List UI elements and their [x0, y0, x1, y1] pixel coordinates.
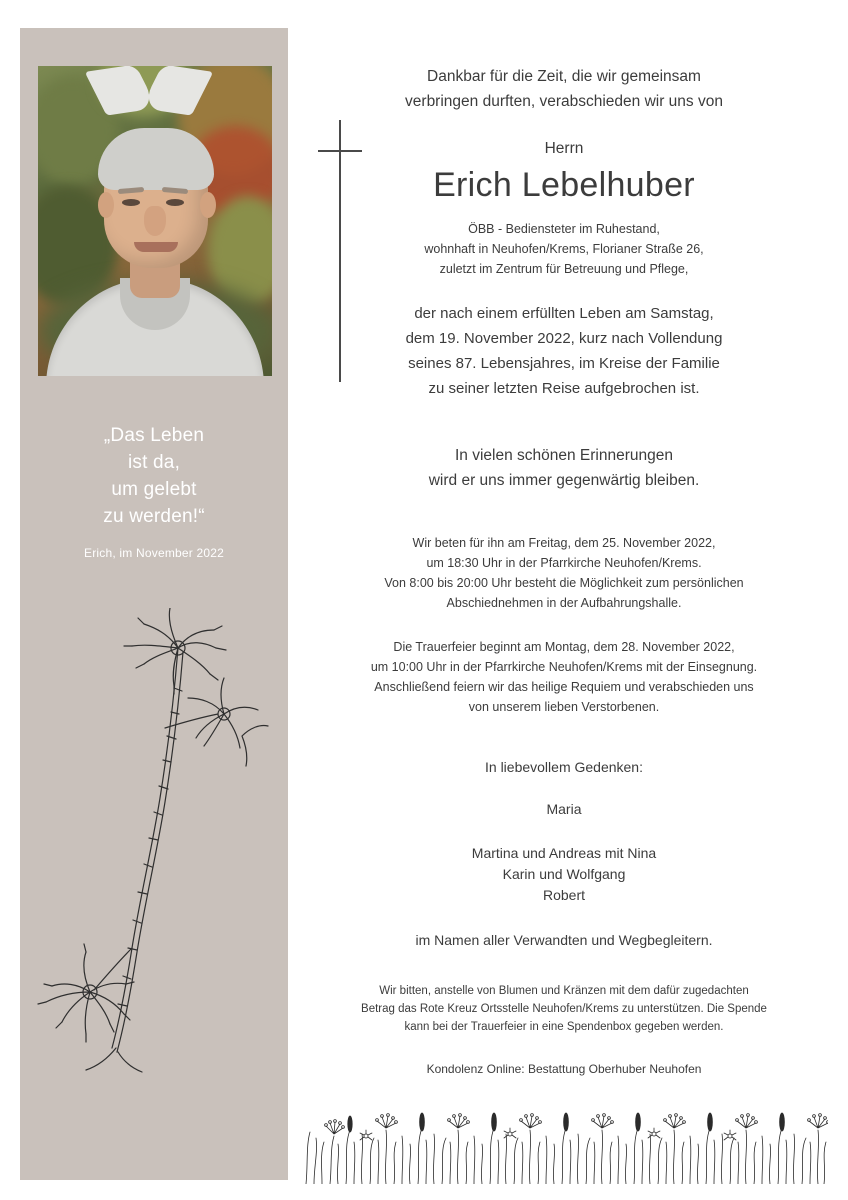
passing-line: der nach einem erfüllten Leben am Samstag,	[414, 305, 714, 322]
rosary-line: um 18:30 Uhr in der Pfarrkirche Neuhofen/Krems.	[426, 556, 702, 570]
deceased-name: Erich Lebelhuber	[433, 166, 695, 204]
passing-line: zu seiner letzten Reise aufgebrochen ist.	[428, 380, 700, 397]
main-content	[300, 28, 828, 1076]
memory-line: In vielen schönen Erinnerungen	[454, 447, 673, 464]
funeral-line: um 10:00 Uhr in der Pfarrkirche Neuhofen/Krems mit der Einsegnung.	[370, 660, 758, 674]
detail-line: ÖBB - Bediensteter im Ruhestand,	[468, 222, 660, 236]
portrait-photo	[38, 66, 272, 376]
funeral-line: Die Trauerfeier beginnt am Montag, dem 28. November 2022,	[393, 640, 735, 654]
passing-line: seines 87. Lebensjahres, im Kreise der Familie	[408, 355, 720, 372]
donation-line: Wir bitten, anstelle von Blumen und Kränzen mit dem dafür zugedachten	[379, 985, 749, 997]
family-line: Martina und Andreas mit Nina	[471, 845, 657, 861]
intro-text	[300, 64, 828, 114]
family-line: Karin und Wolfgang	[502, 866, 626, 882]
left-panel	[20, 28, 288, 1180]
family-names	[300, 843, 828, 906]
memory-line: wird er uns immer gegenwärtig bleiben.	[428, 472, 700, 489]
rosary-line: Wir beten für ihn am Freitag, dem 25. November 2022,	[412, 536, 716, 550]
family-line: Robert	[542, 887, 586, 903]
detail-line: zuletzt im Zentrum für Betreuung und Pflege,	[439, 262, 689, 276]
quote-line: ist da,	[127, 452, 181, 473]
remembrance-heading: In liebevollem Gedenken:	[485, 759, 643, 775]
funeral-info	[300, 637, 828, 717]
rosary-line: Abschiednehmen in der Aufbahrungshalle.	[446, 596, 682, 610]
donation-line: kann bei der Trauerfeier in eine Spendenbox gegeben werden.	[404, 1021, 724, 1033]
wildflower-meadow-icon	[300, 1084, 828, 1184]
quote-signature: Erich, im November 2022	[84, 546, 224, 560]
donation-note	[300, 982, 828, 1036]
salutation: Herrn	[544, 140, 584, 157]
intro-line: verbringen durften, verabschieden wir uns von	[405, 93, 723, 110]
portrait-image	[38, 66, 272, 376]
passing-text	[300, 301, 828, 401]
detail-line: wohnhaft in Neuhofen/Krems, Florianer Straße 26,	[424, 242, 704, 256]
funeral-line: Anschließend feiern wir das heilige Requiem und verabschieden uns	[374, 680, 754, 694]
intro-line: Dankbar für die Zeit, die wir gemeinsam	[427, 68, 701, 85]
blossom-branch-icon	[28, 608, 280, 1078]
condolence-link[interactable]: Kondolenz Online: Bestattung Oberhuber Neuhofen	[426, 1062, 702, 1076]
quote-line: um gelebt	[111, 479, 197, 500]
widow-name: Maria	[546, 801, 582, 817]
rosary-line: Von 8:00 bis 20:00 Uhr besteht die Möglichkeit zum persönlichen	[384, 576, 744, 590]
memorial-quote	[20, 422, 288, 530]
passing-line: dem 19. November 2022, kurz nach Vollendung	[405, 330, 723, 347]
quote-line: zu werden!“	[103, 506, 205, 527]
deceased-details	[300, 219, 828, 279]
donation-line: Betrag das Rote Kreuz Ortsstelle Neuhofen/Krems zu unterstützen. Die Spende	[361, 1003, 767, 1015]
relatives-note: im Namen aller Verwandten und Wegbegleitern.	[415, 932, 713, 948]
rosary-info	[300, 533, 828, 613]
memory-text	[300, 443, 828, 493]
quote-line: „Das Leben	[103, 425, 205, 446]
funeral-line: von unserem lieben Verstorbenen.	[468, 700, 660, 714]
